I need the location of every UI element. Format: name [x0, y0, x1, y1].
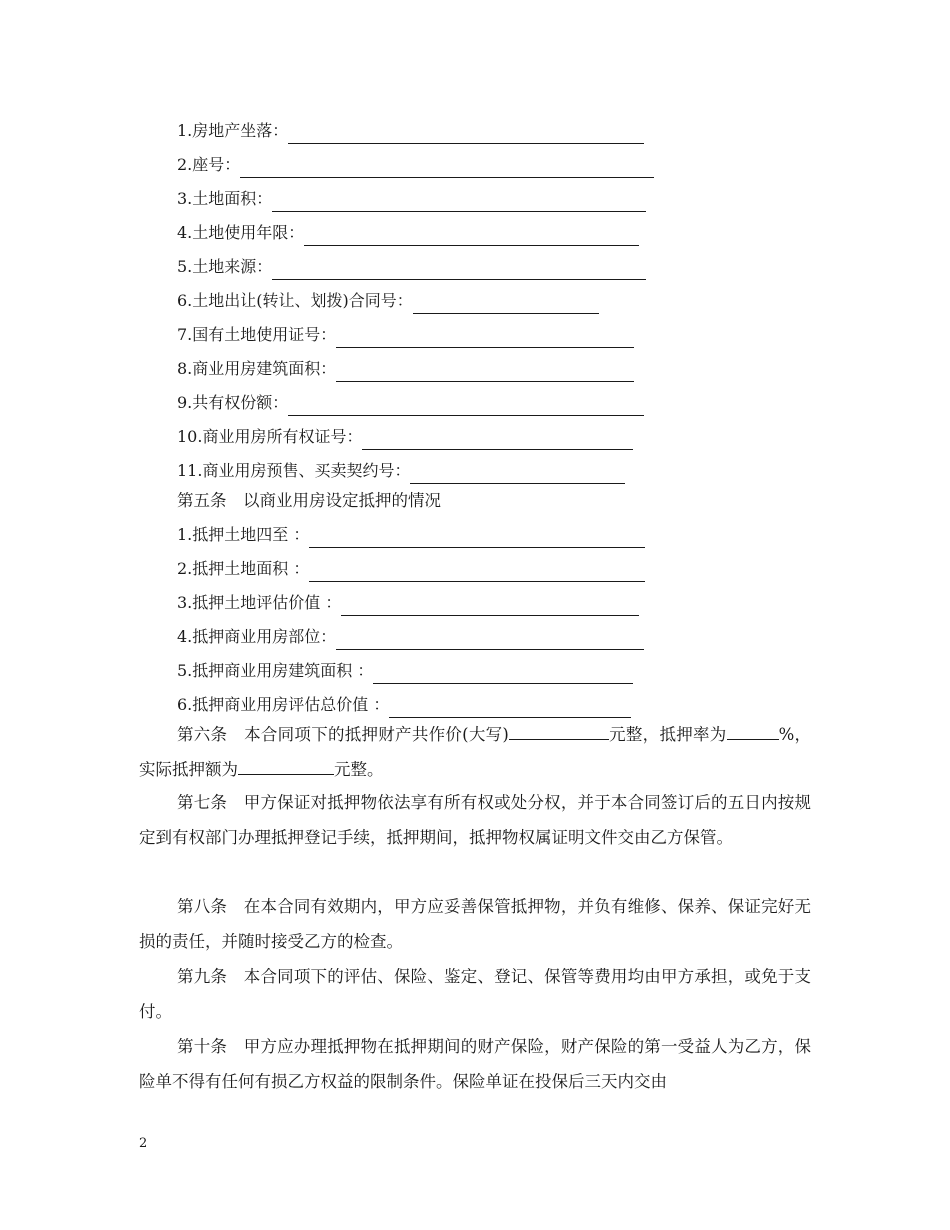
- field-mortgage-building-area: 5.抵押商业用房建筑面积 ：: [177, 658, 633, 684]
- blank-line[interactable]: [509, 719, 609, 740]
- field-mortgage-land-boundaries: 1.抵押土地四至 ：: [177, 522, 645, 548]
- field-ownership-certificate-number: 10.商业用房所有权证号：: [177, 424, 633, 450]
- blank-line[interactable]: [272, 192, 646, 212]
- field-commercial-building-area: 8.商业用房建筑面积：: [177, 356, 634, 382]
- article-5-heading: 第五条 以商业用房设定抵押的情况: [177, 491, 441, 510]
- blank-line[interactable]: [336, 362, 634, 382]
- field-mortgage-land-area: 2.抵押土地面积 ：: [177, 556, 645, 582]
- blank-line[interactable]: [373, 664, 633, 684]
- field-mortgage-building-total-value: 6.抵押商业用房评估总价值 ：: [177, 692, 631, 718]
- article-10-paragraph: 第十条 甲方应办理抵押物在抵押期间的财产保险，财产保险的第一受益人为乙方，保险单不得有任何有损乙方权益的限制条件。保险单证在投保后三天内交由: [139, 1037, 811, 1091]
- field-co-ownership-share: 9.共有权份额：: [177, 390, 644, 416]
- blank-line[interactable]: [288, 124, 644, 144]
- blank-line[interactable]: [288, 396, 644, 416]
- blank-line[interactable]: [309, 528, 645, 548]
- field-property-location: 1.房地产坐落：: [177, 118, 644, 144]
- blank-line[interactable]: [238, 754, 334, 775]
- blank-line[interactable]: [240, 158, 654, 178]
- blank-line[interactable]: [389, 698, 631, 718]
- blank-line[interactable]: [309, 562, 645, 582]
- article-9-paragraph: 第九条 本合同项下的评估、保险、鉴定、登记、保管等费用均由甲方承担，或免于支付。: [139, 967, 811, 1021]
- blank-line[interactable]: [336, 328, 634, 348]
- blank-line[interactable]: [341, 596, 639, 616]
- blank-line[interactable]: [413, 294, 599, 314]
- blank-line[interactable]: [362, 430, 633, 450]
- field-presale-contract-number: 11.商业用房预售、买卖契约号：: [177, 458, 625, 484]
- field-land-area: 3.土地面积：: [177, 186, 646, 212]
- blank-line[interactable]: [727, 719, 779, 740]
- blank-line[interactable]: [410, 464, 625, 484]
- field-mortgage-building-location: 4.抵押商业用房部位：: [177, 624, 644, 650]
- field-mortgage-land-value: 3.抵押土地评估价值 ：: [177, 590, 639, 616]
- field-land-transfer-contract-number: 6.土地出让(转让、划拨)合同号：: [177, 288, 599, 314]
- article-8-paragraph: 第八条 在本合同有效期内，甲方应妥善保管抵押物，并负有维修、保养、保证完好无损的责任，并随时接受乙方的检查。: [139, 897, 811, 951]
- field-seat-number: 2.座号：: [177, 152, 654, 178]
- page-number: 2: [139, 1136, 148, 1151]
- article-7-paragraph: 第七条 甲方保证对抵押物依法享有所有权或处分权，并于本合同签订后的五日内按规定到有权部门办理抵押登记手续，抵押期间，抵押物权属证明文件交由乙方保管。: [139, 793, 811, 847]
- field-land-source: 5.土地来源：: [177, 254, 646, 280]
- field-land-use-term: 4.土地使用年限：: [177, 220, 639, 246]
- blank-line[interactable]: [336, 630, 644, 650]
- field-state-land-use-certificate: 7.国有土地使用证号：: [177, 322, 634, 348]
- blank-line[interactable]: [304, 226, 639, 246]
- blank-line[interactable]: [272, 260, 646, 280]
- article-6-paragraph: 第六条 本合同项下的抵押财产共作价(大写) 元整，抵押率为 %，实际抵押额为 元整。: [139, 718, 811, 787]
